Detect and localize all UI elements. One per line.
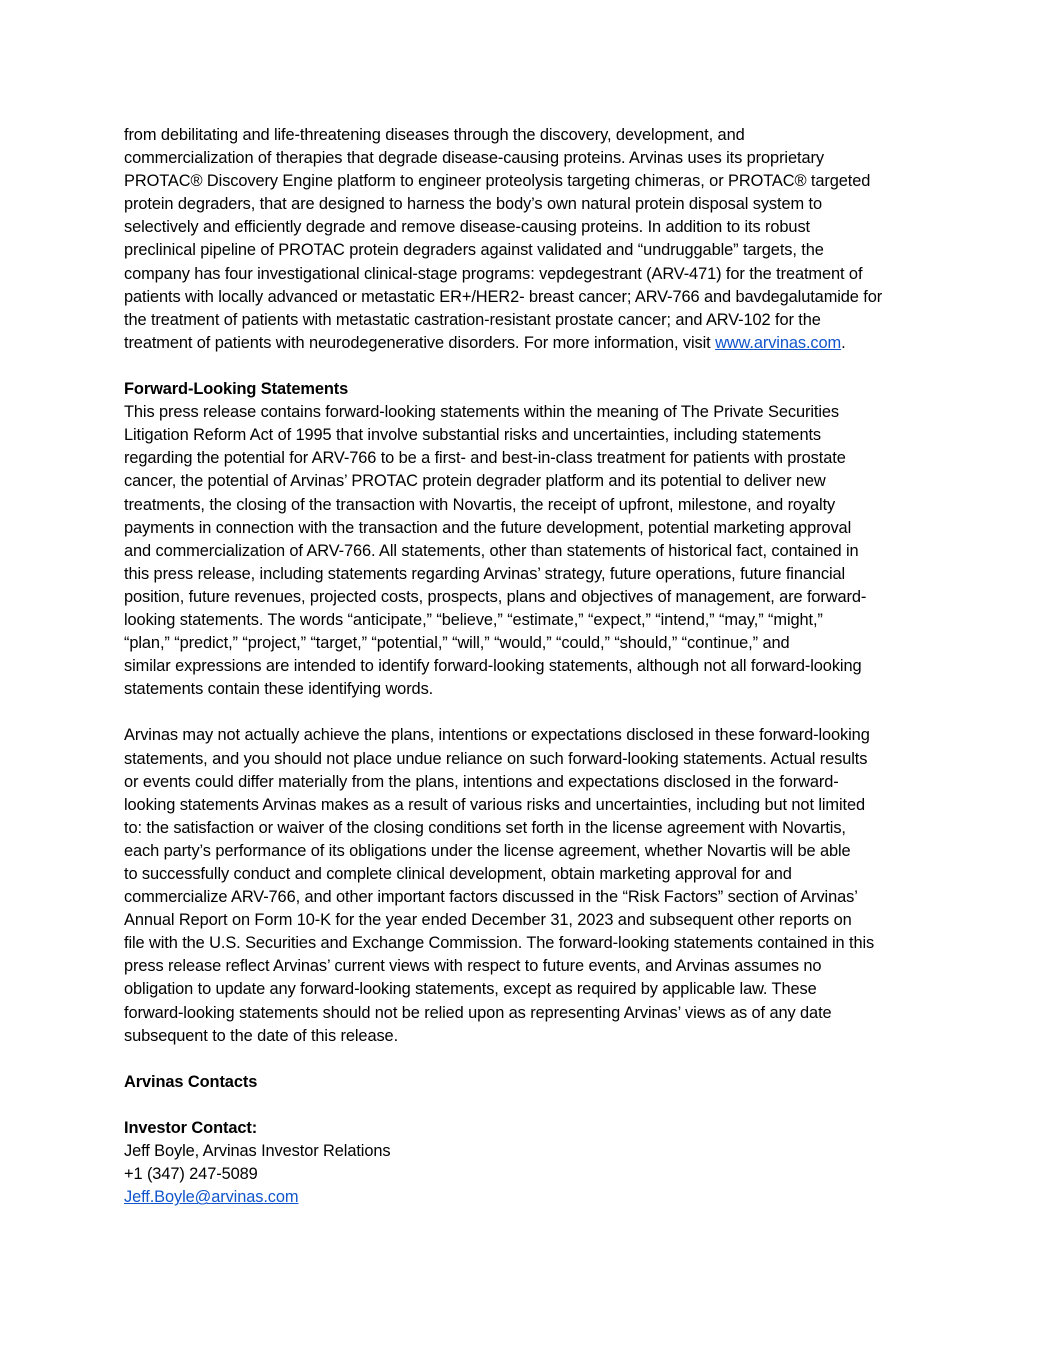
about-last-line-suffix: . (841, 333, 846, 352)
forward-looking-paragraph-1 (124, 401, 934, 701)
fls2-line: statements, and you should not place undue reliance on such forward-looking statements. Actual results (124, 749, 868, 768)
arvinas-website-link[interactable]: www.arvinas.com (715, 333, 842, 352)
about-line: protein degraders, that are designed to harness the body’s own natural protein disposal system to (124, 195, 822, 214)
fls2-line: or events could differ materially from the plans, intentions and expectations disclosed in the forward- (124, 772, 839, 791)
fls-line: This press release contains forward-looking statements within the meaning of The Private Securities (124, 403, 839, 422)
fls2-line: subsequent to the date of this release. (124, 1026, 399, 1045)
contact-name: Jeff Boyle, Arvinas Investor Relations (124, 1142, 391, 1161)
about-last-line-prefix: treatment of patients with neurodegenerative disorders. For more information, visit (124, 333, 716, 352)
fls-line: cancer, the potential of Arvinas’ PROTAC protein degrader platform and its potential to deliver new (124, 472, 826, 491)
fls-line: payments in connection with the transaction and the future development, potential marketing approval (124, 518, 852, 537)
about-last-line (124, 332, 934, 355)
fls2-line: to successfully conduct and complete clinical development, obtain marketing approval for and (124, 865, 792, 883)
fls-line: Litigation Reform Act of 1995 that involve substantial risks and uncertainties, including statements (124, 426, 822, 445)
about-line: commercialization of therapies that degrade disease-causing proteins. Arvinas uses its proprietary (124, 149, 824, 168)
contacts-heading: Arvinas Contacts (124, 1072, 258, 1091)
fls-line: this press release, including statements regarding Arvinas’ strategy, future operations, future financial (124, 564, 846, 583)
about-line: patients with locally advanced or metastatic ER+/HER2- breast cancer; ARV-766 and bavdegalutamide for (124, 287, 883, 306)
fls2-line: forward-looking statements should not be relied upon as representing Arvinas’ views as of any date (124, 1003, 832, 1022)
fls-line: position, future revenues, projected costs, prospects, plans and objectives of management, are forward- (124, 587, 867, 606)
contact-phone: +1 (347) 247-5089 (124, 1165, 258, 1184)
contact-email-link[interactable]: Jeff.Boyle@arvinas.com (124, 1188, 299, 1207)
fls-line: looking statements. The words “anticipate,” “believe,” “estimate,” “expect,” “intend,” “may,” “might,” (124, 610, 823, 629)
about-line: the treatment of patients with metastatic castration-resistant prostate cancer; and ARV-102 for the (124, 310, 821, 329)
fls-line: regarding the potential for ARV-766 to be a first- and best-in-class treatment for patients with prostate (124, 449, 846, 468)
fls-line: treatments, the closing of the transaction with Novartis, the receipt of upfront, milestone, and royalty (124, 495, 836, 514)
fls-line: similar expressions are intended to identify forward-looking statements, although not all forward-looking (124, 657, 862, 676)
fls2-line: to: the satisfaction or waiver of the closing conditions set forth in the license agreement with Novartis, (124, 818, 846, 837)
fls2-line: Annual Report on Form 10-K for the year ended December 31, 2023 and subsequent other reports on (124, 911, 852, 930)
investor-contact-heading: Investor Contact: (124, 1119, 258, 1138)
investor-contact-block (124, 1117, 934, 1209)
fls2-line: Arvinas may not actually achieve the plans, intentions or expectations disclosed in these forward-looking (124, 726, 870, 745)
spacer (124, 1094, 934, 1117)
forward-looking-paragraph-2 (124, 724, 934, 1047)
about-paragraph (124, 124, 934, 355)
fls2-line: obligation to update any forward-looking statements, except as required by applicable law. These (124, 980, 817, 999)
fls2-line: press release reflect Arvinas’ current views with respect to future events, and Arvinas assumes no (124, 957, 822, 976)
forward-looking-heading: Forward-Looking Statements (124, 380, 349, 399)
about-line: PROTAC® Discovery Engine platform to engineer proteolysis targeting chimeras, or PROTAC® targeted (124, 172, 871, 191)
fls2-line: each party’s performance of its obligations under the license agreement, whether Novartis will be able (124, 841, 851, 860)
fls-line: and commercialization of ARV-766. All statements, other than statements of historical fact, contained in (124, 541, 859, 560)
about-line: selectively and efficiently degrade and remove disease-causing proteins. In addition to its robust (124, 218, 810, 237)
fls2-line: commercialize ARV-766, and other important factors discussed in the “Risk Factors” section of Arvinas’ (124, 888, 858, 907)
about-line: company has four investigational clinical-stage programs: vepdegestrant (ARV-471) for the treatment of (124, 264, 863, 283)
about-line: preclinical pipeline of PROTAC protein degraders against validated and “undruggable” targets, the (124, 241, 824, 260)
about-line: from debilitating and life-threatening diseases through the discovery, development, and (124, 126, 745, 144)
fls2-line: looking statements Arvinas makes as a result of various risks and uncertainties, including but not limited (124, 795, 866, 814)
document-page (124, 124, 934, 1209)
fls2-line: file with the U.S. Securities and Exchange Commission. The forward-looking statements contained in this (124, 934, 875, 953)
fls-line: statements contain these identifying words. (124, 680, 434, 699)
fls-line: “plan,” “predict,” “project,” “target,” “potential,” “will,” “would,” “could,” “should,” “continue,” and (124, 634, 790, 653)
